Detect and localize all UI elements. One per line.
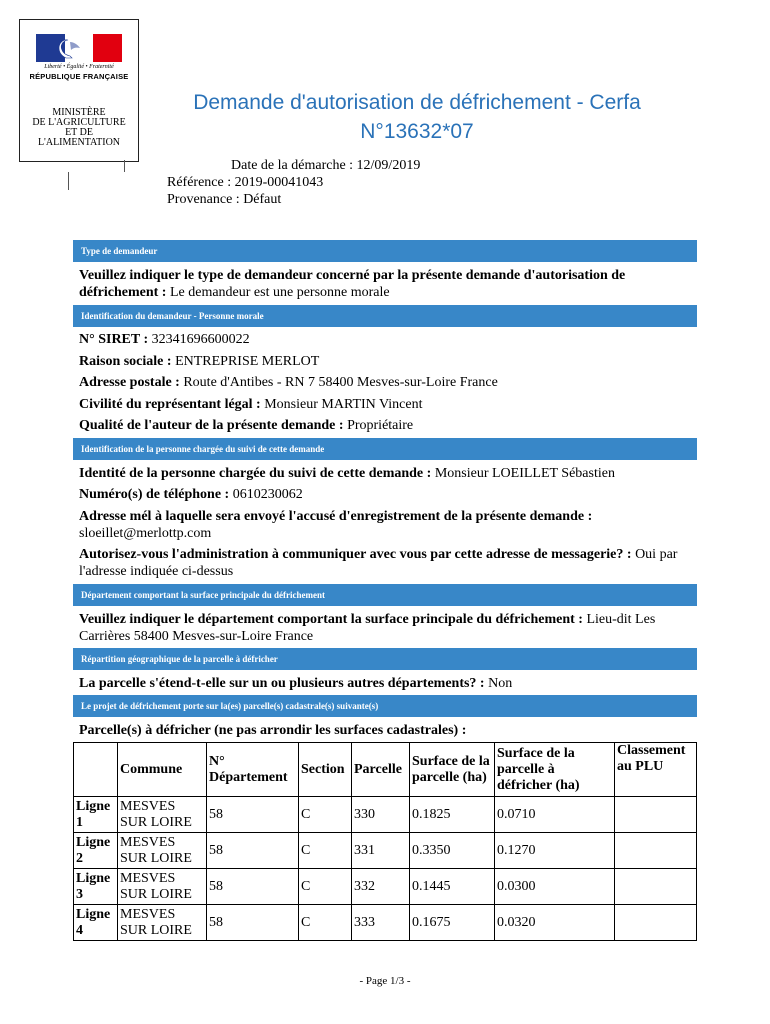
column-header bbox=[74, 743, 118, 797]
cell-departement: 58 bbox=[207, 833, 299, 869]
field-autres-departements: La parcelle s'étend-t-elle sur un ou plusieurs autres départements? : Non bbox=[79, 676, 513, 691]
table-row bbox=[74, 797, 697, 833]
cell-ligne: Ligne 2 bbox=[74, 833, 118, 869]
column-header: Parcelle bbox=[352, 743, 410, 797]
cell-classement bbox=[615, 869, 697, 905]
page-title: Demande d'autorisation de défrichement - Cerfa N°13632*07 bbox=[193, 91, 641, 143]
cell-surface-defricher: 0.0300 bbox=[495, 869, 615, 905]
cell-surface: 0.1825 bbox=[410, 797, 495, 833]
column-header: Commune bbox=[118, 743, 207, 797]
field-raison-sociale: Raison sociale : ENTREPRISE MERLOT bbox=[79, 354, 320, 369]
cell-surface: 0.1675 bbox=[410, 905, 495, 941]
table-row bbox=[74, 869, 697, 905]
field-qualite: Qualité de l'auteur de la présente demande : Propriétaire bbox=[79, 418, 414, 433]
table-header-row bbox=[74, 743, 697, 797]
column-header: Surface de la parcelle à défricher (ha) bbox=[495, 743, 615, 797]
cell-parcelle: 332 bbox=[352, 869, 410, 905]
reference: Référence : 2019-00041043 bbox=[167, 175, 324, 190]
cell-surface-defricher: 0.1270 bbox=[495, 833, 615, 869]
cell-departement: 58 bbox=[207, 797, 299, 833]
section-header-identification: Identification du demandeur - Personne morale bbox=[73, 305, 697, 327]
cell-surface: 0.1445 bbox=[410, 869, 495, 905]
cell-section: C bbox=[299, 833, 352, 869]
column-header: Surface de la parcelle (ha) bbox=[410, 743, 495, 797]
date-demarche: Date de la démarche : 12/09/2019 bbox=[231, 158, 421, 173]
field-adresse-postale: Adresse postale : Route d'Antibes - RN 7 58400 Mesves-sur-Loire France bbox=[79, 375, 498, 390]
cell-parcelle: 330 bbox=[352, 797, 410, 833]
cell-commune: MESVES SUR LOIRE bbox=[118, 905, 207, 941]
column-header: N° Département bbox=[207, 743, 299, 797]
motto: Liberté • Égalité • Fraternité bbox=[44, 64, 114, 70]
provenance: Provenance : Défaut bbox=[167, 192, 282, 207]
cell-surface-defricher: 0.0320 bbox=[495, 905, 615, 941]
table-row bbox=[74, 833, 697, 869]
cell-departement: 58 bbox=[207, 905, 299, 941]
divider bbox=[68, 172, 69, 190]
ministry-name: MINISTÈRE DE L'AGRICULTURE ET DE L'ALIMENTATION bbox=[32, 107, 126, 148]
field-identite-suivi: Identité de la personne chargée du suivi de cette demande : Monsieur LOEILLET Sébastien bbox=[79, 466, 615, 481]
cell-surface-defricher: 0.0710 bbox=[495, 797, 615, 833]
cell-ligne: Ligne 3 bbox=[74, 869, 118, 905]
cell-commune: MESVES SUR LOIRE bbox=[118, 797, 207, 833]
cell-parcelle: 331 bbox=[352, 833, 410, 869]
cell-classement bbox=[615, 833, 697, 869]
field-autorisation-messagerie: Autorisez-vous l'administration à communiquer avec vous par cette adresse de messagerie? : Oui par l'adresse indiquée ci-dessus bbox=[79, 547, 678, 579]
cell-departement: 58 bbox=[207, 869, 299, 905]
section-header-repartition: Répartition géographique de la parcelle à défricher bbox=[73, 648, 697, 670]
cell-commune: MESVES SUR LOIRE bbox=[118, 833, 207, 869]
field-telephone: Numéro(s) de téléphone : 0610230062 bbox=[79, 487, 303, 502]
column-header: Classement au PLU bbox=[615, 743, 697, 797]
cell-section: C bbox=[299, 869, 352, 905]
parcelles-title: Parcelle(s) à défricher (ne pas arrondir les surfaces cadastrales) : bbox=[79, 723, 467, 738]
cell-classement bbox=[615, 797, 697, 833]
field-siret: N° SIRET : 32341696600022 bbox=[79, 332, 250, 347]
cell-section: C bbox=[299, 905, 352, 941]
cell-ligne: Ligne 1 bbox=[74, 797, 118, 833]
section-header-type: Type de demandeur bbox=[73, 240, 697, 262]
cell-section: C bbox=[299, 797, 352, 833]
cell-surface: 0.3350 bbox=[410, 833, 495, 869]
cell-commune: MESVES SUR LOIRE bbox=[118, 869, 207, 905]
cell-ligne: Ligne 4 bbox=[74, 905, 118, 941]
cell-classement bbox=[615, 905, 697, 941]
cell-parcelle: 333 bbox=[352, 905, 410, 941]
field-type-demandeur: Veuillez indiquer le type de demandeur concerné par la présente demande d'autorisation de défrichement : Le demandeur est une personne morale bbox=[79, 268, 626, 300]
section-header-departement: Département comportant la surface principale du défrichement bbox=[73, 584, 697, 606]
table-row bbox=[74, 905, 697, 941]
section-header-projet: Le projet de défrichement porte sur la(es) parcelle(s) cadastrale(s) suivante(s) bbox=[73, 695, 697, 717]
parcels-table bbox=[73, 742, 697, 941]
marianne-flag-icon bbox=[36, 34, 122, 62]
field-departement: Veuillez indiquer le département comportant la surface principale du défrichement : Lieu-dit Les Carrières 58400 Mesves-sur-Loire France bbox=[79, 612, 656, 644]
republic-logo bbox=[19, 19, 139, 162]
field-adresse-mel: Adresse mél à laquelle sera envoyé l'accusé d'enregistrement de la présente demande : sloeillet@merlottp.com bbox=[79, 509, 593, 541]
page-footer: - Page 1/3 - bbox=[359, 975, 411, 987]
divider bbox=[124, 160, 125, 172]
column-header: Section bbox=[299, 743, 352, 797]
section-header-suivi: Identification de la personne chargée du suivi de cette demande bbox=[73, 438, 697, 460]
republic-name: RÉPUBLIQUE FRANÇAISE bbox=[29, 72, 129, 81]
field-civilite: Civilité du représentant légal : Monsieur MARTIN Vincent bbox=[79, 397, 423, 412]
